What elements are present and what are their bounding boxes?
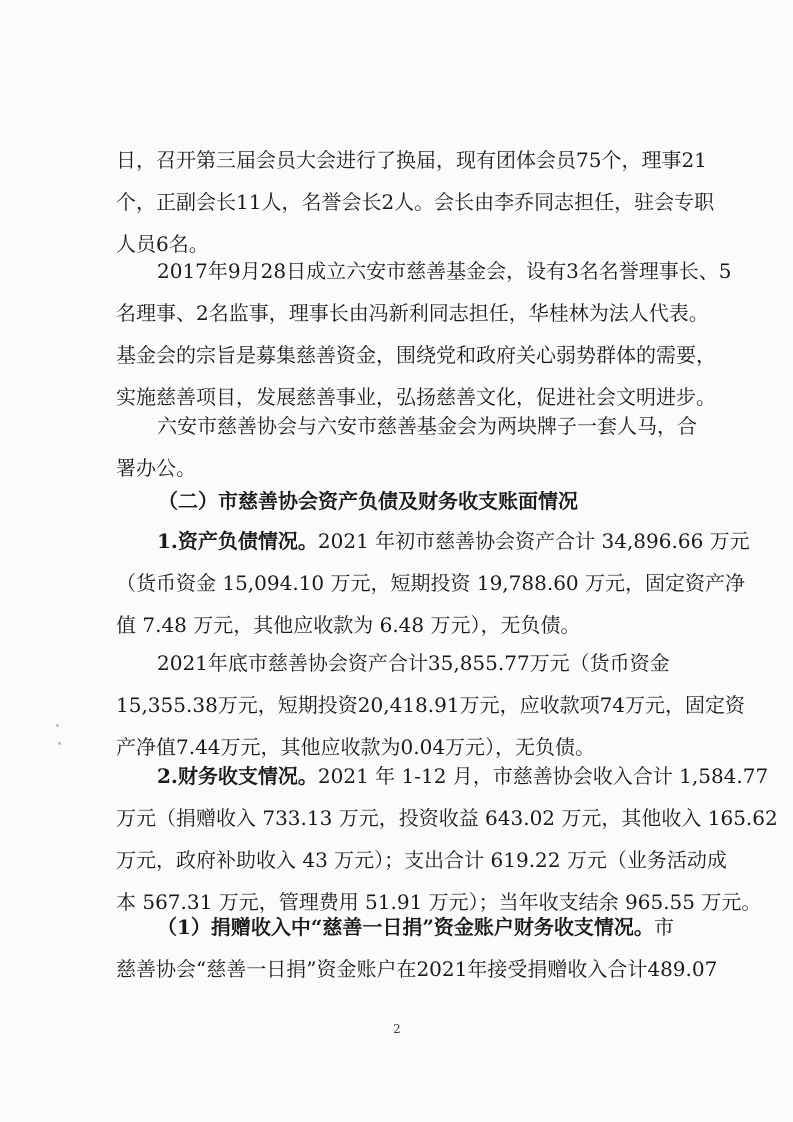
paragraph-foundation <box>116 250 732 418</box>
section-heading: （二）市慈善协会资产负债及财务收支账面情况 <box>158 489 578 513</box>
text-line <box>116 755 769 797</box>
paragraph-joint-office <box>116 405 706 489</box>
paragraph-membership <box>116 139 715 265</box>
scan-speck <box>58 742 61 745</box>
page-number: 2 <box>393 1022 401 1036</box>
text-line <box>116 906 706 948</box>
paragraph-daily-donation <box>116 906 718 990</box>
text-line: 万元，政府补助收入 43 万元）；支出合计 619.22 万元（业务活动成 <box>116 848 727 872</box>
text-line <box>116 520 750 562</box>
scan-speck <box>56 724 59 727</box>
text-line: 名理事、2名监事，理事长由冯新利同志担任，华桂林为法人代表。 <box>116 301 709 325</box>
text-line: 人员6名。 <box>116 232 209 256</box>
text-line: 本 567.31 万元，管理费用 51.91 万元）；当年收支结余 965.55 万元。 <box>116 890 762 914</box>
text-line: 日，召开第三届会员大会进行了换届，现有团体会员75个，理事21 <box>116 148 707 172</box>
subheading-daily-donation: （1）捐赠收入中“慈善一日捐”资金账户财务收支情况。 <box>157 915 654 939</box>
text-line: 实施慈善项目，发展慈善事业，弘扬慈善文化，促进社会文明进步。 <box>116 385 716 409</box>
text-line: 个，正副会长11人，名誉会长2人。会长由李乔同志担任，驻会专职 <box>116 190 715 214</box>
text-line: 2017年9月28日成立六安市慈善基金会，设有3名名誉理事长、5 <box>157 259 732 283</box>
text-line: 署办公。 <box>116 456 196 480</box>
subheading-asset-liability: 1.资产负债情况。 <box>157 529 318 553</box>
text-line: 基金会的宗旨是募集慈善资金，围绕党和政府关心弱势群体的需要， <box>116 343 716 367</box>
paragraph-income-expense <box>116 755 778 923</box>
paragraph-assets-2021-start <box>116 520 750 646</box>
paragraph-assets-2021-end <box>116 642 746 768</box>
text-line: 值 7.48 万元，其他应收款为 6.48 万元），无负债。 <box>116 613 581 637</box>
text-span: 市 <box>653 915 674 939</box>
text-line: 产净值7.44万元，其他应收款为0.04万元），无负债。 <box>116 735 596 759</box>
subheading-income-expense: 2.财务收支情况。 <box>157 764 318 788</box>
text-line: 慈善协会“慈善一日捐”资金账户在2021年接受捐赠收入合计489.07 <box>116 957 718 981</box>
text-span: 2021 年初市慈善协会资产合计 34,896.66 万元 <box>317 529 750 553</box>
text-line: 15,355.38万元，短期投资20,418.91万元，应收款项74万元，固定资 <box>116 693 746 717</box>
text-line: 万元（捐赠收入 733.13 万元，投资收益 643.02 万元，其他收入 165.62 <box>116 806 778 830</box>
text-span: 2021 年 1-12 月，市慈善协会收入合计 1,584.77 <box>317 764 769 788</box>
text-line: 2021年底市慈善协会资产合计35,855.77万元（货币资金 <box>157 651 670 675</box>
text-line: （货币资金 15,094.10 万元，短期投资 19,788.60 万元，固定资产净 <box>116 571 746 595</box>
text-line: 六安市慈善协会与六安市慈善基金会为两块牌子一套人马，合 <box>157 414 697 438</box>
